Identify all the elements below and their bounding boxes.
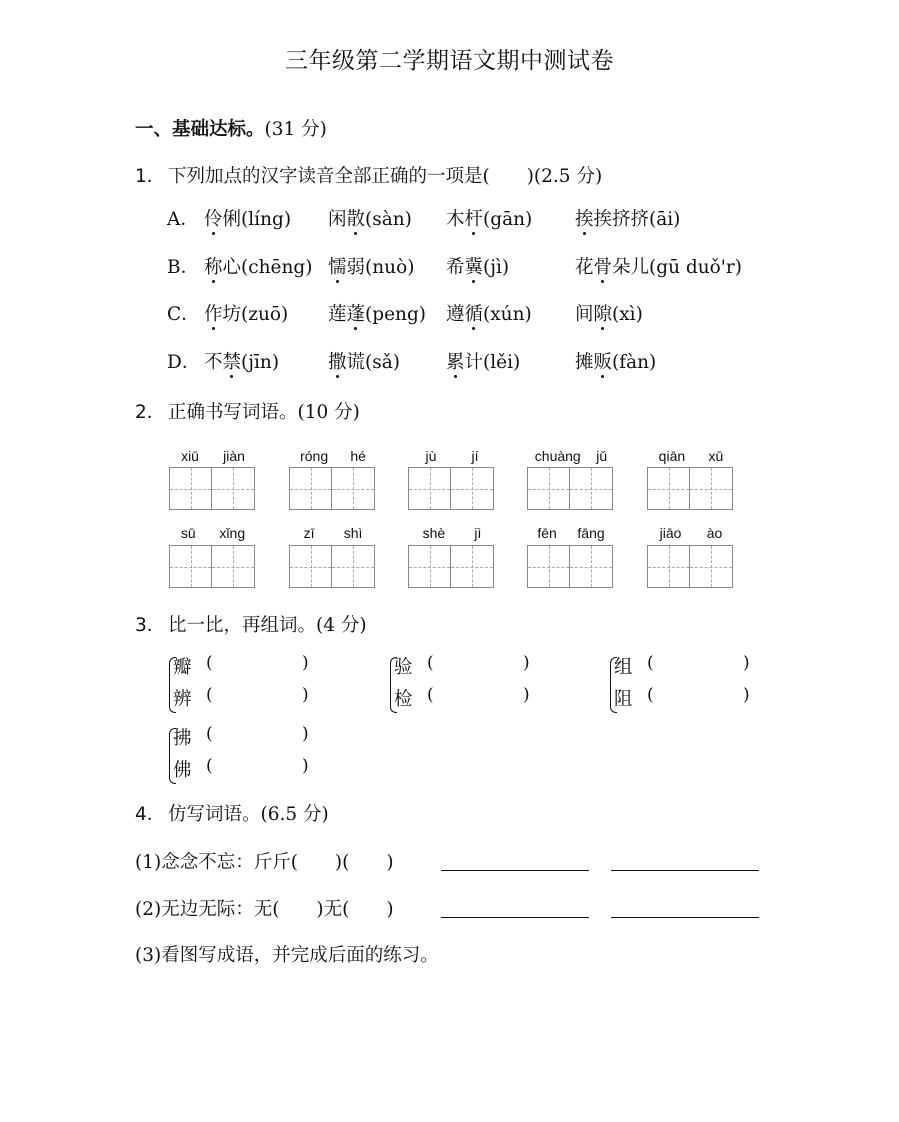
dotted-char: 称	[204, 257, 223, 278]
pinyin-syllable: qiān	[658, 448, 686, 464]
word-text: (jì)	[483, 257, 510, 278]
option-word	[204, 348, 279, 374]
grid-cell	[408, 545, 451, 588]
word-text: 希	[446, 257, 465, 278]
option-word	[575, 205, 680, 231]
dotted-char: 伶	[204, 209, 223, 230]
question-text: 比一比，再组词。(4 分)	[168, 615, 367, 636]
pinyin-label	[169, 525, 257, 541]
section-score: (31 分)	[264, 119, 327, 140]
question-number: 3．	[135, 615, 166, 636]
grid-cell	[451, 545, 494, 588]
tian-grid	[647, 467, 733, 510]
grid-cell	[169, 545, 212, 588]
item-pattern: 无( )无( )	[253, 899, 394, 920]
dotted-char: 循	[464, 304, 484, 325]
question-text: 仿写词语。(6.5 分)	[168, 804, 329, 825]
grid-cell	[527, 467, 570, 510]
compare-char: 拂	[173, 728, 192, 749]
tian-grid	[289, 467, 375, 510]
compare-char: 组	[614, 657, 633, 678]
pinyin-syllable: fēn	[537, 525, 557, 541]
option-word	[328, 253, 414, 279]
tian-grid	[527, 545, 613, 588]
word-text: 俐(líng)	[222, 209, 292, 230]
pinyin-label	[527, 525, 615, 541]
grid-cell	[690, 545, 733, 588]
pinyin-syllable: fāng	[577, 525, 605, 541]
word-text: (fàn)	[612, 352, 657, 373]
section-label: 一、基础达标。	[135, 119, 265, 140]
option-word	[204, 253, 312, 279]
paren-close: )	[743, 653, 750, 673]
pinyin-syllable: shì	[343, 525, 363, 541]
compare-char: 佛	[173, 760, 192, 781]
word-text: 不	[204, 352, 223, 373]
word-text: 花	[575, 257, 594, 278]
dotted-char: 作	[204, 304, 223, 325]
question-2	[135, 398, 360, 424]
answer-line	[441, 870, 589, 871]
paren-close: )	[523, 653, 530, 673]
paren-close: )	[302, 724, 309, 744]
grid-cell	[570, 545, 613, 588]
pinyin-label	[527, 448, 615, 464]
word-text: 间	[575, 304, 594, 325]
word-text: 莲	[328, 304, 347, 325]
grid-cell	[169, 467, 212, 510]
word-text: 谎(sǎ)	[346, 352, 400, 373]
grid-cell	[332, 545, 375, 588]
imitation-item	[135, 848, 394, 874]
compare-char: 辨	[173, 689, 192, 710]
pinyin-syllable: jiàn	[223, 448, 245, 464]
dotted-char: 蓬	[346, 304, 366, 325]
option-word	[575, 300, 643, 326]
word-text: 心(chēng)	[222, 257, 313, 278]
question-4-item-3: (3)看图写成语，并完成后面的练习。	[135, 945, 439, 966]
page-title: 三年级第二学期语文期中测试卷	[285, 48, 614, 74]
option-word	[446, 205, 532, 231]
paren-open: (	[427, 685, 434, 705]
pinyin-syllable: xǐng	[219, 525, 246, 541]
pinyin-syllable: jí	[471, 448, 479, 464]
paren-close: )	[302, 756, 309, 776]
paren-open: (	[206, 756, 213, 776]
word-text: 挨挤挤(āi)	[593, 209, 681, 230]
paren-close: )	[302, 653, 309, 673]
option-word	[575, 348, 656, 374]
compare-char: 阻	[614, 689, 633, 710]
tian-grid	[169, 467, 255, 510]
paren-close: )	[523, 685, 530, 705]
pinyin-label	[408, 525, 496, 541]
dotted-char: 挨	[575, 209, 594, 230]
grid-cell	[527, 545, 570, 588]
word-text: (sàn)	[365, 209, 412, 230]
pinyin-syllable: hé	[350, 448, 366, 464]
dotted-char: 懦	[328, 257, 347, 278]
option-letter: D．	[167, 352, 201, 373]
answer-line	[611, 870, 759, 871]
question-1	[135, 162, 602, 188]
section-heading	[135, 115, 327, 141]
question-4	[135, 800, 329, 826]
tian-grid	[169, 545, 255, 588]
grid-cell	[289, 467, 332, 510]
dotted-char: 禁	[222, 352, 242, 373]
word-text: 弱(nuò)	[346, 257, 415, 278]
word-text: 朵儿(gū duǒ'r)	[612, 257, 742, 278]
compare-char: 验	[394, 657, 413, 678]
paren-open: (	[206, 653, 213, 673]
option-letter: B．	[167, 257, 200, 278]
pinyin-syllable: xū	[708, 448, 724, 464]
question-number: 1．	[135, 166, 166, 187]
grid-cell	[408, 467, 451, 510]
question-3	[135, 611, 367, 637]
word-text: 坊(zuō)	[222, 304, 289, 325]
pinyin-label	[647, 525, 735, 541]
word-text: 摊	[575, 352, 594, 373]
word-text: (xún)	[483, 304, 532, 325]
option-word	[446, 300, 532, 326]
tian-grid	[647, 545, 733, 588]
pinyin-label	[169, 448, 257, 464]
dotted-char: 撒	[328, 352, 347, 373]
pinyin-syllable: shè	[422, 525, 446, 541]
pinyin-syllable: jù	[425, 448, 437, 464]
paren-open: (	[206, 685, 213, 705]
pinyin-syllable: róng	[300, 448, 329, 464]
pinyin-syllable: jiāo	[659, 525, 682, 541]
dotted-char: 散	[346, 209, 366, 230]
grid-cell	[212, 467, 255, 510]
question-number: 2．	[135, 402, 166, 423]
option-word	[328, 205, 412, 231]
word-text: 闲	[328, 209, 347, 230]
pinyin-syllable: chuàng	[534, 448, 581, 464]
dotted-char: 贩	[593, 352, 613, 373]
compare-char: 瓣	[173, 657, 192, 678]
option-word	[575, 253, 742, 279]
tian-grid	[289, 545, 375, 588]
grid-cell	[451, 467, 494, 510]
option-word	[204, 205, 291, 231]
dotted-char: 骨	[593, 257, 613, 278]
answer-line	[441, 917, 589, 918]
grid-cell	[647, 467, 690, 510]
item-pattern: 斤斤( )( )	[253, 852, 394, 873]
answer-line	[611, 917, 759, 918]
pinyin-syllable: sū	[180, 525, 196, 541]
tian-grid	[408, 467, 494, 510]
option-letter: A．	[167, 209, 199, 230]
option-word	[446, 253, 509, 279]
option-word	[328, 300, 426, 326]
grid-cell	[332, 467, 375, 510]
paren-open: (	[206, 724, 213, 744]
word-text: (xì)	[612, 304, 643, 325]
pinyin-label	[647, 448, 735, 464]
paren-open: (	[647, 653, 654, 673]
pinyin-syllable: xiū	[181, 448, 199, 464]
word-text: 木	[446, 209, 465, 230]
pinyin-syllable: zī	[303, 525, 315, 541]
tian-grid	[408, 545, 494, 588]
option-word	[204, 300, 288, 326]
grid-cell	[289, 545, 332, 588]
pinyin-label	[289, 448, 377, 464]
grid-cell	[690, 467, 733, 510]
paren-close: )	[743, 685, 750, 705]
pinyin-label	[289, 525, 377, 541]
item-label: (1)念念不忘：	[135, 852, 254, 873]
grid-cell	[570, 467, 613, 510]
grid-cell	[212, 545, 255, 588]
pinyin-label	[408, 448, 496, 464]
question-number: 4．	[135, 804, 166, 825]
option-word	[328, 348, 400, 374]
tian-grid	[527, 467, 613, 510]
dotted-char: 隙	[593, 304, 613, 325]
imitation-item	[135, 895, 394, 921]
paren-open: (	[427, 653, 434, 673]
item-label: (2)无边无际：	[135, 899, 254, 920]
word-text: (peng)	[365, 304, 427, 325]
word-text: (gān)	[483, 209, 533, 230]
option-letter: C．	[167, 304, 200, 325]
compare-char: 检	[394, 689, 413, 710]
dotted-char: 冀	[464, 257, 484, 278]
paren-close: )	[302, 685, 309, 705]
option-word	[446, 348, 520, 374]
dotted-char: 杆	[464, 209, 484, 230]
grid-cell	[647, 545, 690, 588]
word-text: 遵	[446, 304, 465, 325]
pinyin-syllable: ào	[706, 525, 723, 541]
question-text: 正确书写词语。(10 分)	[168, 402, 360, 423]
word-text: 计(lěi)	[464, 352, 521, 373]
dotted-char: 累	[446, 352, 465, 373]
question-text: 下列加点的汉字读音全部正确的一项是( )(2.5 分)	[168, 166, 603, 187]
word-text: (jīn)	[241, 352, 280, 373]
pinyin-syllable: jì	[474, 525, 482, 541]
pinyin-syllable: jǔ	[596, 448, 608, 464]
paren-open: (	[647, 685, 654, 705]
